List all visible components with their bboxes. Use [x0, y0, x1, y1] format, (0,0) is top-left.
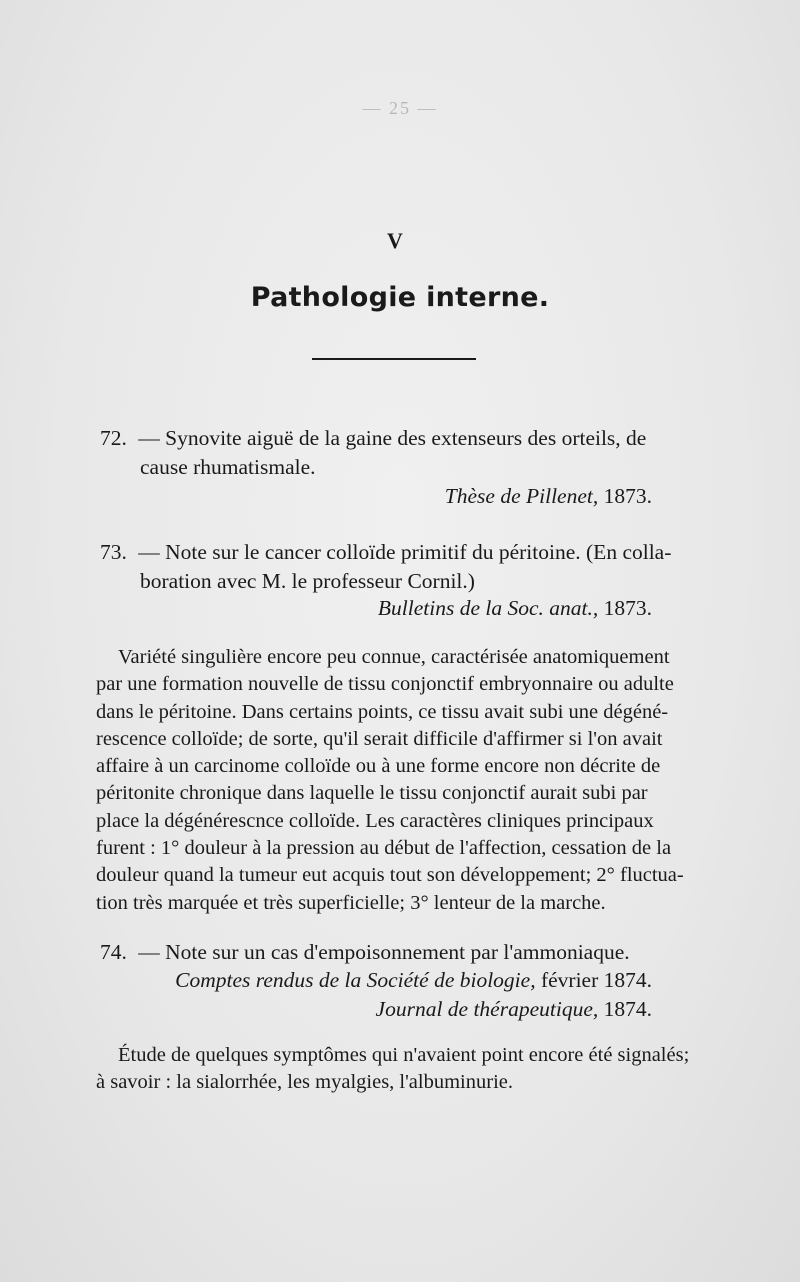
entry-73-body-line: rescence colloïde; de sorte, qu'il serait difficile d'affirmer si l'on avait — [96, 727, 663, 750]
entry-72-heading — [100, 424, 700, 482]
entry-74-dash: — — [138, 940, 160, 964]
entry-73-title-line2: boration avec M. le professeur Cornil.) — [140, 569, 475, 593]
entry-72-title-line1: Synovite aiguë de la gaine des extenseurs des orteils, de — [165, 426, 647, 450]
entry-73-body-line: tion très marquée et très superficielle; 3° lenteur de la marche. — [96, 891, 606, 914]
entry-73-citation-year: 1873. — [603, 596, 652, 620]
entry-72-number: 72. — [100, 426, 127, 450]
section-number: V — [387, 228, 403, 253]
entry-72-title-line2: cause rhumatismale. — [140, 455, 316, 479]
entry-74-description — [96, 1042, 696, 1097]
entry-72-citation-year: 1873. — [603, 484, 652, 508]
page-number: — 25 — — [362, 98, 438, 118]
entry-73-citation-source: Bulletins de la Soc. anat., — [377, 596, 599, 620]
entry-74-number: 74. — [100, 940, 127, 964]
entry-72-citation — [445, 482, 652, 511]
entry-74-heading — [100, 938, 700, 967]
entry-74-citation2-year: 1874. — [603, 997, 652, 1021]
entry-73-body-line: par une formation nouvelle de tissu conjonctif embryonnaire ou adulte — [96, 673, 674, 696]
entry-73-body-line: dans le péritoine. Dans certains points, ce tissu avait subi une dégéné- — [96, 700, 669, 723]
entry-74-title-line1: Note sur un cas d'empoisonnement par l'ammoniaque. — [165, 940, 630, 964]
entry-73-body-line: furent : 1° douleur à la pression au début de l'affection, cessation de la — [96, 837, 672, 860]
entry-73-heading — [100, 538, 700, 596]
entry-74-citation-2 — [376, 995, 652, 1024]
entry-73-citation — [378, 594, 652, 623]
entry-73-number: 73. — [100, 540, 127, 564]
title-rule — [312, 358, 476, 360]
entry-73-dash: — — [138, 540, 160, 564]
entry-73-title-line1: Note sur le cancer colloïde primitif du péritoine. (En colla- — [165, 540, 672, 564]
entry-73-body-line: place la dégénérescnce colloïde. Les caractères cliniques principaux — [96, 809, 654, 832]
entry-73-body-line: affaire à un carcinome colloïde ou à une forme encore non décrite de — [96, 755, 661, 778]
entry-74-citation2-source: Journal de thérapeutique, — [375, 997, 599, 1021]
entry-72-citation-source: Thèse de Pillenet, — [444, 484, 599, 508]
entry-73-description — [96, 644, 696, 917]
entry-74-citation1-date: février 1874. — [540, 968, 652, 992]
entry-74-body-line: Étude de quelques symptômes qui n'avaient point encore été signalés; — [118, 1044, 690, 1066]
entry-74-body-line: à savoir : la sialorrhée, les myalgies, l'albuminurie. — [96, 1071, 513, 1094]
entry-72-dash: — — [138, 426, 160, 450]
entry-74-citation1-source: Comptes rendus de la Société de biologie, — [175, 968, 536, 992]
entry-73-body-line: douleur quand la tumeur eut acquis tout son développement; 2° fluctua- — [96, 864, 684, 887]
entry-73-body-line: péritonite chronique dans laquelle le tissu conjonctif aurait subi par — [96, 782, 648, 805]
entry-73-body-line: Variété singulière encore peu connue, caractérisée anatomiquement — [118, 646, 670, 668]
entry-74-citation-1 — [175, 966, 652, 995]
section-title: Pathologie interne. — [250, 282, 550, 313]
